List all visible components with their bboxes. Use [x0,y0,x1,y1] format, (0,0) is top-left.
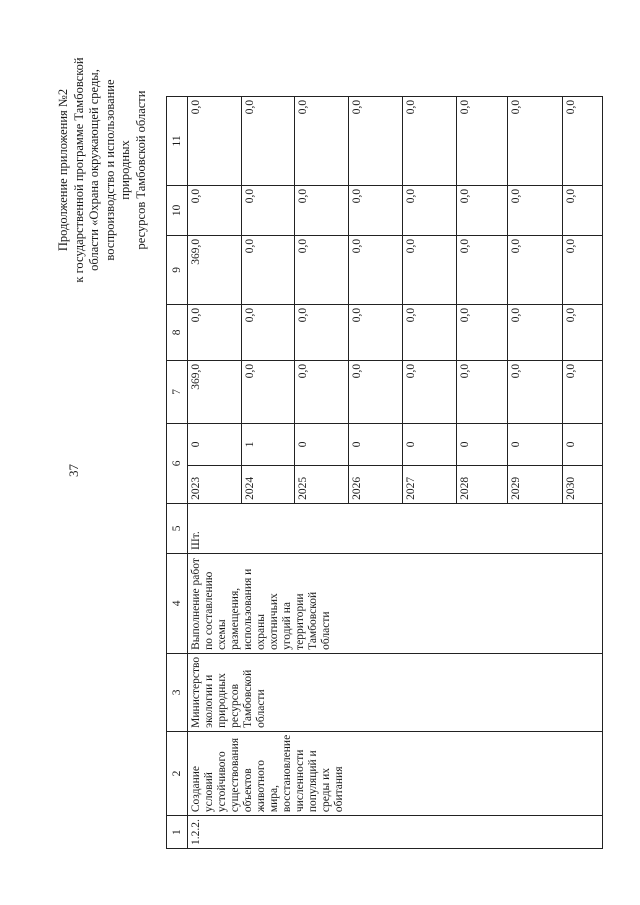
unit-cell: Шт. [188,503,603,553]
indicator-value-cell: 0 [349,423,403,465]
indicator-value-cell: 1 [242,423,295,465]
funding-cell: 0,0 [403,185,457,235]
funding-cell: 369,0 [188,235,242,304]
funding-cell: 0,0 [457,304,508,360]
funding-cell: 0,0 [403,96,457,185]
funding-cell: 0,0 [349,185,403,235]
funding-cell: 0,0 [349,96,403,185]
funding-cell: 0,0 [188,185,242,235]
appendix-header [56,50,149,290]
indicator-value-cell: 0 [403,423,457,465]
funding-cell: 0,0 [295,304,349,360]
measure-name: Создание условий устойчивого существования объектов животного мира, восстановление численности популяций и среды их обитания [188,731,603,815]
funding-cell: 0,0 [403,235,457,304]
funding-cell: 0,0 [242,360,295,423]
funding-cell: 0,0 [563,96,603,185]
year-cell: 2030 [563,465,603,503]
funding-cell: 0,0 [349,235,403,304]
funding-cell: 0,0 [508,304,563,360]
funding-cell: 0,0 [242,185,295,235]
header-line: к государственной программе Тамбовской [71,57,86,283]
funding-cell: 0,0 [563,185,603,235]
funding-cell: 369,0 [188,360,242,423]
funding-cell: 0,0 [508,96,563,185]
funding-cell: 0,0 [242,235,295,304]
year-cell: 2023 [188,465,242,503]
year-cell: 2025 [295,465,349,503]
funding-cell: 0,0 [508,235,563,304]
col-header: 3 [167,653,188,731]
funding-cell: 0,0 [295,185,349,235]
funding-cell: 0,0 [295,360,349,423]
col-header: 11 [167,96,188,185]
year-cell: 2026 [349,465,403,503]
col-header: 2 [167,731,188,815]
funding-cell: 0,0 [349,304,403,360]
year-cell: 2027 [403,465,457,503]
funding-cell: 0,0 [242,304,295,360]
year-cell: 2028 [457,465,508,503]
col-header: 7 [167,360,188,423]
funding-cell: 0,0 [457,235,508,304]
funding-cell: 0,0 [242,96,295,185]
program-table [166,96,603,849]
header-line: Продолжение приложения №2 [56,88,70,252]
col-header: 5 [167,503,188,553]
indicator-value-cell: 0 [508,423,563,465]
indicator-value-cell: 0 [563,423,603,465]
funding-cell: 0,0 [508,360,563,423]
funding-cell: 0,0 [295,235,349,304]
col-header: 10 [167,185,188,235]
header-line: ресурсов Тамбовской области [133,90,148,250]
funding-cell: 0,0 [457,185,508,235]
funding-cell: 0,0 [188,96,242,185]
page-number: 37 [66,464,81,477]
header-row [167,96,188,848]
indicator-name: Выполнение работ по составлению схемы размещения, использования и охраны охотничьих угодий на территории Тамбовской области [188,553,603,653]
funding-cell: 0,0 [295,96,349,185]
year-row [188,96,242,848]
funding-cell: 0,0 [563,304,603,360]
col-header: 9 [167,235,188,304]
funding-cell: 0,0 [563,235,603,304]
funding-cell: 0,0 [403,304,457,360]
col-header: 4 [167,553,188,653]
funding-cell: 0,0 [563,360,603,423]
indicator-value-cell: 0 [457,423,508,465]
funding-cell: 0,0 [188,304,242,360]
year-cell: 2024 [242,465,295,503]
indicator-value-cell: 0 [295,423,349,465]
header-line: области «Охрана окружающей среды, [87,69,101,271]
row-number: 1.2.2. [188,816,603,849]
funding-cell: 0,0 [508,185,563,235]
funding-cell: 0,0 [403,360,457,423]
funding-cell: 0,0 [457,360,508,423]
executor-name: Министерство экологии и природных ресурсов Тамбовской области [188,653,603,731]
col-header: 1 [167,816,188,849]
col-header: 6 [167,423,188,503]
indicator-value-cell: 0 [188,423,242,465]
funding-cell: 0,0 [349,360,403,423]
funding-cell: 0,0 [457,96,508,185]
col-header: 8 [167,304,188,360]
year-cell: 2029 [508,465,563,503]
header-line: воспроизводство и использование природных [102,79,132,261]
